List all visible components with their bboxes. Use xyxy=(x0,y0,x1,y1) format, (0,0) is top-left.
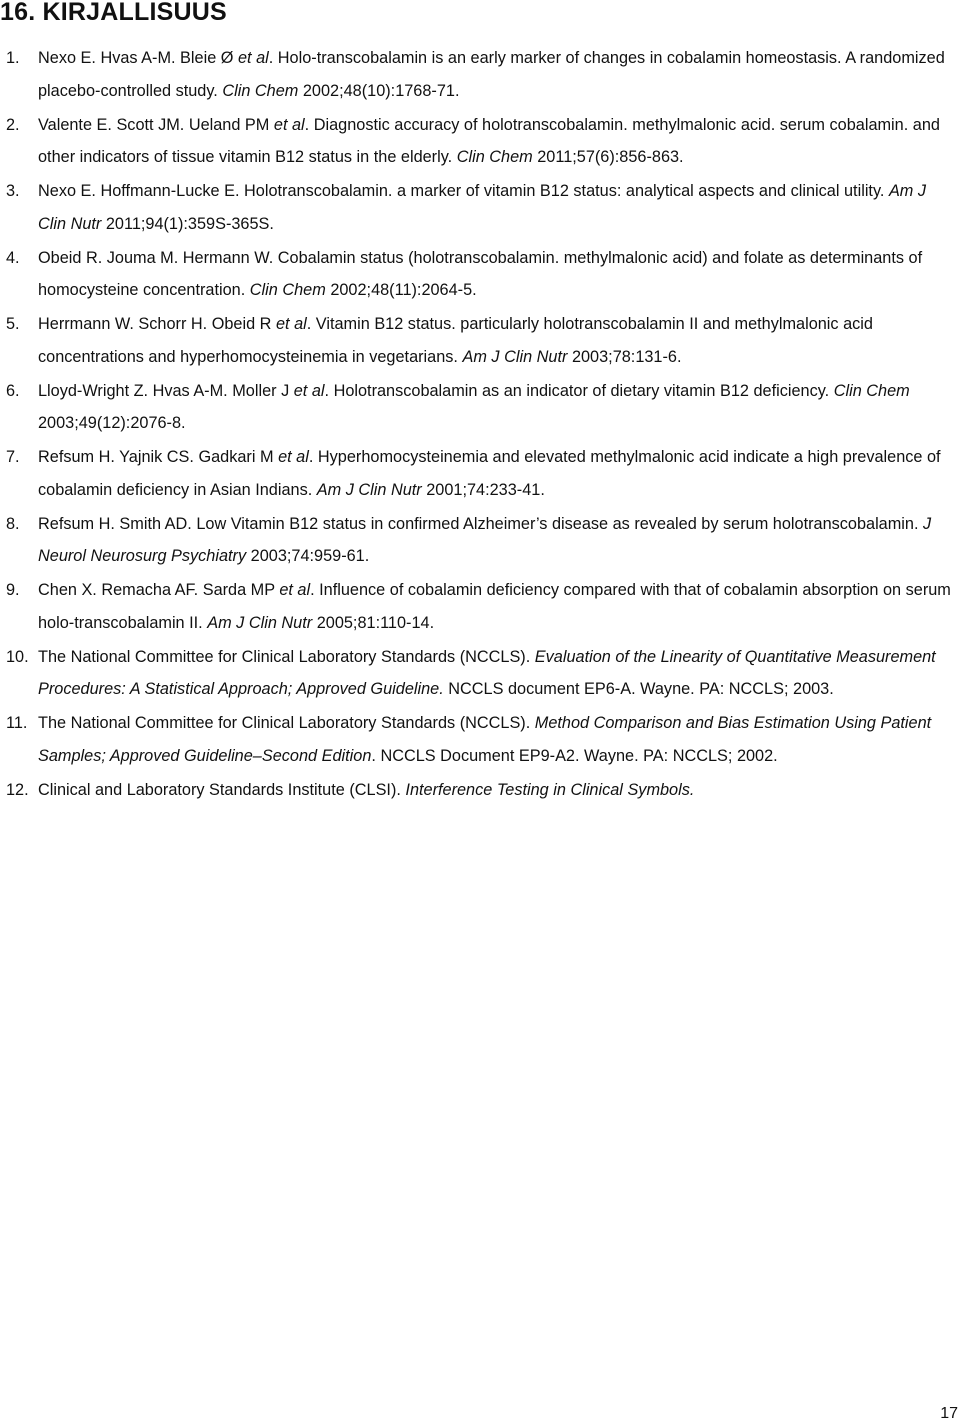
reference-item xyxy=(0,375,960,440)
reference-italic-segment: Am J Clin Nutr xyxy=(462,347,568,366)
reference-segment: . NCCLS Document EP9-A2. Wayne. PA: NCCLS; 2002. xyxy=(371,746,778,765)
reference-segment: 2005;81:110-14. xyxy=(312,613,435,632)
reference-text xyxy=(38,648,936,699)
reference-text xyxy=(38,581,951,632)
reference-italic-segment: Method Comparison and Bias Estimation Using Patient Samples; Approved Guideline–Second Edition xyxy=(38,714,932,765)
reference-segment: Refsum H. Smith AD. Low Vitamin B12 status in confirmed Alzheimer’s disease as revealed by serum holotranscobalamin. xyxy=(38,514,924,533)
reference-italic-segment: Clin Chem xyxy=(249,281,326,299)
reference-number: 8. xyxy=(6,514,20,533)
reference-segment: . Hyperhomocysteinemia and elevated methylmalonic acid indicate a high prevalence of cobalamin deficiency in Asian Indians. xyxy=(38,448,941,499)
reference-number: 6. xyxy=(6,381,20,400)
reference-text xyxy=(38,515,931,566)
reference-segment: . Vitamin B12 status. particularly holotranscobalamin II and methylmalonic acid concentrations and hyperhomocysteinemia in vegetarians. xyxy=(38,315,873,366)
reference-segment: 2002;48(10):1768-71. xyxy=(298,81,460,100)
reference-text xyxy=(38,249,922,300)
reference-item xyxy=(0,308,960,373)
reference-segment: 2003;49(12):2076-8. xyxy=(38,414,186,432)
reference-italic-segment: Clin Chem xyxy=(222,81,299,100)
reference-segment: The National Committee for Clinical Laboratory Standards (NCCLS). xyxy=(38,714,535,732)
reference-segment: Valente E. Scott JM. Ueland PM xyxy=(38,115,274,134)
reference-text xyxy=(38,49,945,100)
reference-segment: Clinical and Laboratory Standards Institute (CLSI). xyxy=(38,780,406,799)
reference-number: 4. xyxy=(6,248,20,267)
reference-item xyxy=(0,574,960,639)
reference-italic-segment: Am J Clin Nutr xyxy=(207,613,313,632)
reference-text xyxy=(38,182,926,233)
reference-segment: 2002;48(11):2064-5. xyxy=(325,281,477,299)
page-number: 17 xyxy=(940,1405,958,1422)
reference-number: 7. xyxy=(6,448,20,466)
reference-italic-segment: Evaluation of the Linearity of Quantitative Measurement Procedures: A Statistical Approach; Approved Guideline. xyxy=(38,647,936,698)
reference-item xyxy=(0,109,960,174)
reference-segment: . Diagnostic accuracy of holotranscobalamin. methylmalonic acid. serum cobalamin. and other indicators of tissue vitamin B12 status in the elderly. xyxy=(38,115,940,166)
reference-item xyxy=(0,641,960,706)
reference-text xyxy=(38,714,931,765)
reference-italic-segment: et al xyxy=(275,315,307,333)
reference-text xyxy=(38,781,694,799)
reference-segment: Lloyd-Wright Z. Hvas A-M. Moller J xyxy=(38,381,294,400)
reference-text xyxy=(38,116,940,167)
reference-italic-segment: et al xyxy=(278,448,309,466)
reference-segment: 2003;78:131-6. xyxy=(567,347,682,366)
reference-number: 1. xyxy=(6,49,20,67)
reference-item xyxy=(0,175,960,240)
reference-text xyxy=(38,448,941,499)
reference-segment: . Holotranscobalamin as an indicator of dietary vitamin B12 deficiency. xyxy=(324,381,834,400)
reference-italic-segment: Am J Clin Nutr xyxy=(38,182,927,233)
reference-number: 12. xyxy=(6,780,29,799)
reference-number: 5. xyxy=(6,315,20,333)
reference-italic-segment: J Neurol Neurosurg Psychiatry xyxy=(38,514,932,565)
reference-segment: Nexo E. Hvas A-M. Bleie Ø xyxy=(38,49,238,67)
page-title: 16. KIRJALLISUUS xyxy=(0,0,227,26)
reference-item xyxy=(0,774,960,807)
reference-number: 11. xyxy=(6,714,28,732)
reference-text xyxy=(38,382,910,433)
reference-segment: 2011;57(6):856-863. xyxy=(532,148,684,166)
reference-number: 9. xyxy=(6,581,20,599)
reference-segment: 2011;94(1):359S-365S. xyxy=(101,214,274,233)
reference-segment: The National Committee for Clinical Laboratory Standards (NCCLS). xyxy=(38,647,535,666)
reference-italic-segment: Am J Clin Nutr xyxy=(316,480,422,499)
reference-list xyxy=(0,42,960,808)
reference-italic-segment: et al xyxy=(293,381,325,400)
reference-segment: Nexo E. Hoffmann-Lucke E. Holotranscobalamin. a marker of vitamin B12 status: analytical aspects and clinical utility. xyxy=(38,182,889,200)
reference-item xyxy=(0,441,960,506)
reference-segment: Chen X. Remacha AF. Sarda MP xyxy=(38,581,280,599)
reference-italic-segment: et al xyxy=(273,115,305,134)
reference-item xyxy=(0,508,960,573)
reference-text xyxy=(38,315,873,366)
reference-number: 2. xyxy=(6,115,20,134)
reference-segment: Herrmann W. Schorr H. Obeid R xyxy=(38,315,276,333)
reference-segment: 2003;74:959-61. xyxy=(246,547,370,565)
reference-number: 10. xyxy=(6,647,29,666)
reference-segment: . Influence of cobalamin deficiency compared with that of cobalamin absorption on serum holo-transcobalamin II. xyxy=(38,581,951,632)
reference-italic-segment: et al xyxy=(237,49,269,67)
reference-italic-segment: Clin Chem xyxy=(833,381,910,400)
reference-segment: NCCLS document EP6-A. Wayne. PA: NCCLS; 2003. xyxy=(443,680,834,698)
reference-item xyxy=(0,42,960,107)
reference-segment: 2001;74:233-41. xyxy=(421,480,545,499)
reference-italic-segment: et al xyxy=(279,581,311,599)
reference-italic-segment: Clin Chem xyxy=(456,148,533,166)
reference-segment: . Holo-transcobalamin is an early marker of changes in cobalamin homeostasis. A randomized placebo-controlled study. xyxy=(38,49,945,100)
reference-number: 3. xyxy=(6,182,20,200)
reference-segment: Obeid R. Jouma M. Hermann W. Cobalamin status (holotranscobalamin. methylmalonic acid) and folate as determinants of homocysteine concentration. xyxy=(38,248,923,299)
reference-italic-segment: Interference Testing in Clinical Symbols. xyxy=(405,780,695,799)
reference-item xyxy=(0,707,960,772)
reference-item xyxy=(0,242,960,307)
reference-segment: Refsum H. Yajnik CS. Gadkari M xyxy=(38,448,279,466)
